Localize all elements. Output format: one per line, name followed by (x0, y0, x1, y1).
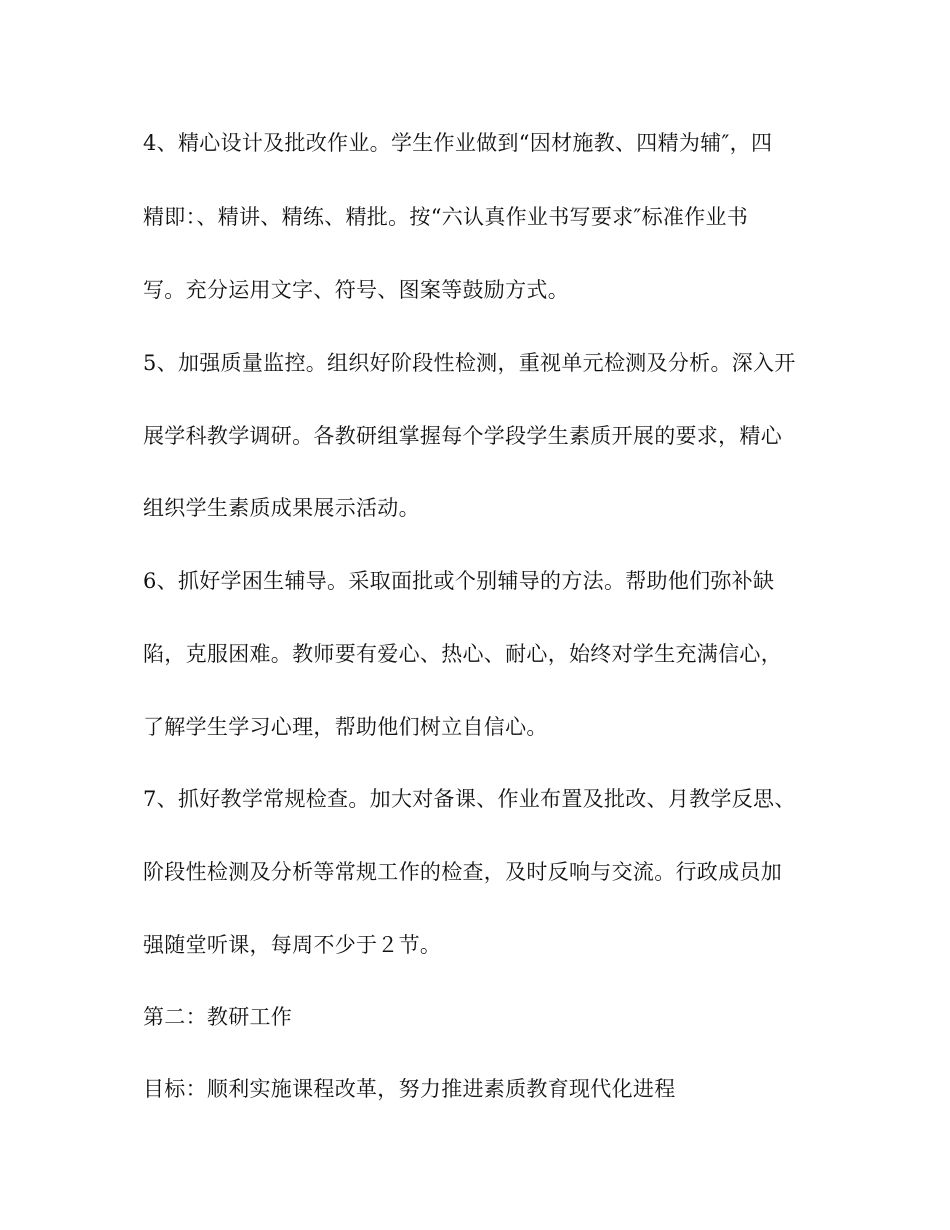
text-line-item7-1: 7、抓好教学常规检查。加大对备课、作业布置及批改、月教学反思、 (143, 787, 796, 811)
section-goal: 目标：顺利实施课程改革，努力推进素质教育现代化进程 (143, 1077, 676, 1101)
text-line-item6-3: 了解学生学习心理，帮助他们树立自信心。 (143, 715, 548, 739)
text-line-item7-2: 阶段性检测及分析等常规工作的检查，及时反响与交流。行政成员加 (143, 860, 782, 884)
text-line-item4-1: 4、精心设计及批改作业。学生作业做到“因材施教、四精为辅″，四 (143, 131, 773, 155)
text-line-item5-2: 展学科教学调研。各教研组掌握每个学段学生素质开展的要求，精心 (143, 424, 782, 448)
text-line-item6-2: 陷，克服困难。教师要有爱心、热心、耐心，始终对学生充满信心， (143, 642, 782, 666)
text-line-item6-1: 6、抓好学困生辅导。采取面批或个别辅导的方法。帮助他们弥补缺 (143, 569, 775, 593)
section-heading: 第二：教研工作 (143, 1005, 293, 1029)
text-line-item5-3: 组织学生素质成果展示活动。 (143, 496, 420, 520)
text-line-item4-2: 精即：、精讲、精练、精批。按“六认真作业书写要求″标准作业书 (143, 205, 749, 229)
text-line-item5-1: 5、加强质量监控。组织好阶段性检测，重视单元检测及分析。深入开 (143, 351, 796, 375)
text-line-item7-3: 强随堂听课，每周不少于２节。 (143, 933, 442, 957)
text-line-item4-3: 写。充分运用文字、符号、图案等鼓励方式。 (143, 278, 569, 302)
